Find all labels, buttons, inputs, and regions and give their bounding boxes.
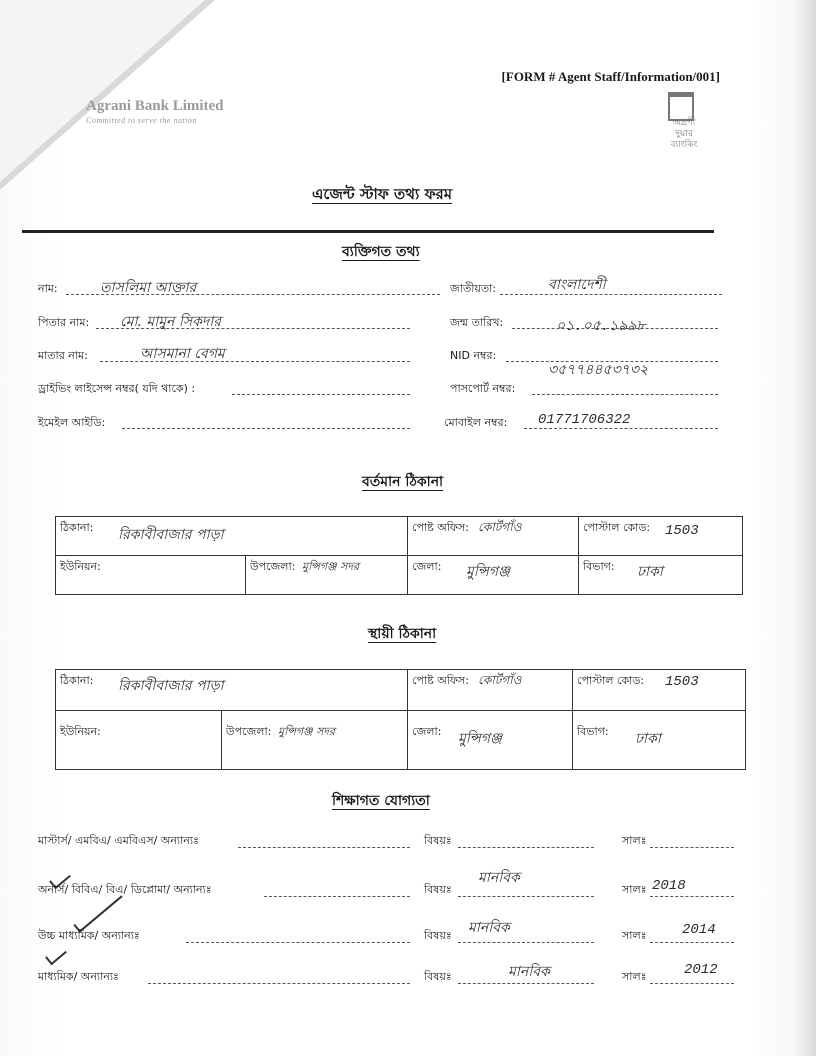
nid-label: NID নম্বর: — [450, 349, 497, 362]
subject-value: মানবিক — [468, 920, 510, 936]
education-level-label: অনার্স/ বিবিএ/ বিএ/ ডিপ্লোমা/ অন্যান্যঃ — [38, 883, 212, 896]
mother-name-value: আসমানা বেগম — [140, 346, 225, 362]
permanent-post-office-value: কোর্টগাঁও — [478, 673, 522, 687]
present-district-value: মুন্সিগঞ্জ — [466, 564, 510, 580]
checkmark-icon — [45, 945, 67, 966]
subject-field[interactable] — [458, 847, 594, 848]
permanent-upazila-value: মুন্সিগঞ্জ সদর — [278, 725, 336, 738]
year-label: সালঃ — [622, 834, 647, 847]
subject-label: বিষয়ঃ — [424, 929, 452, 942]
present-district-label: জেলা: — [412, 560, 442, 573]
bank-name: Agrani Bank Limited — [86, 98, 224, 114]
passport-field[interactable] — [532, 394, 718, 395]
subject-label: বিষয়ঃ — [424, 834, 452, 847]
present-division-label: বিভাগ: — [583, 560, 615, 573]
permanent-postal-code-cell[interactable] — [572, 669, 746, 711]
permanent-postal-code-label: পোস্টাল কোড: — [577, 674, 645, 687]
present-address-cell[interactable] — [55, 516, 408, 556]
education-level-field[interactable] — [264, 896, 410, 897]
email-field[interactable] — [122, 428, 410, 429]
year-field[interactable] — [650, 942, 734, 943]
present-post-office-value: কোর্টগাঁও — [478, 520, 522, 534]
present-postal-code-cell[interactable] — [578, 516, 743, 556]
passport-label: পাসপোর্ট নম্বর: — [450, 382, 516, 395]
section-heading-personal: ব্যক্তিগত তথ্য — [342, 244, 420, 260]
logo-text: অগ্রণী দুয়ার ব্যাংকিং — [670, 118, 698, 150]
subject-label: বিষয়ঃ — [424, 883, 452, 896]
page-edge-shadow — [794, 0, 816, 1056]
nationality-field[interactable] — [500, 294, 722, 295]
permanent-district-label: জেলা: — [412, 725, 442, 738]
year-field[interactable] — [650, 847, 734, 848]
year-label: সালঃ — [622, 883, 647, 896]
year-label: সালঃ — [622, 929, 647, 942]
bank-tagline: Committed to serve the nation — [86, 116, 197, 125]
education-level-field[interactable] — [238, 847, 410, 848]
education-level-field[interactable] — [148, 983, 410, 984]
form-number: [FORM # Agent Staff/Information/001] — [501, 69, 720, 84]
permanent-upazila-label: উপজেলা: — [226, 725, 272, 738]
present-division-cell[interactable] — [578, 555, 743, 595]
present-upazila-label: উপজেলা: — [250, 560, 296, 573]
driving-license-field[interactable] — [232, 394, 410, 395]
permanent-post-office-label: পোষ্ট অফিস: — [412, 674, 469, 687]
folded-corner-highlight — [0, 0, 205, 182]
education-level-field[interactable] — [186, 942, 410, 943]
year-value: 2018 — [652, 878, 686, 894]
year-field[interactable] — [650, 896, 734, 897]
subject-label: বিষয়ঃ — [424, 970, 452, 983]
present-address-value: রিকাবীবাজার পাড়া — [118, 527, 224, 543]
year-value: 2012 — [684, 962, 718, 978]
mother-name-label: মাতার নাম: — [38, 349, 88, 362]
mobile-label: মোবাইল নম্বর: — [444, 416, 508, 429]
permanent-post-office-cell[interactable] — [407, 669, 573, 711]
present-union-label: ইউনিয়ন: — [60, 560, 101, 573]
year-value: 2014 — [682, 922, 716, 938]
year-label: সালঃ — [622, 970, 647, 983]
present-union-cell[interactable] — [55, 555, 246, 595]
permanent-upazila-cell[interactable] — [221, 710, 408, 770]
section-heading-permanent-address: স্থায়ী ঠিকানা — [368, 626, 437, 642]
page-title: এজেন্ট স্টাফ তথ্য ফরম — [312, 185, 453, 203]
education-level-label: উচ্চ মাধ্যমিক/ অন্যান্যঃ — [38, 929, 140, 942]
subject-field[interactable] — [458, 942, 594, 943]
present-post-office-label: পোষ্ট অফিস: — [412, 521, 469, 534]
subject-field[interactable] — [458, 896, 594, 897]
permanent-union-label: ইউনিয়ন: — [60, 725, 101, 738]
section-heading-present-address: বর্তমান ঠিকানা — [362, 474, 444, 490]
permanent-district-value: মুন্সিগঞ্জ — [458, 731, 502, 747]
agrani-duar-logo-icon — [668, 92, 694, 121]
nid-value: ৩৫৭৭৪৪৫৩৭৩২ — [548, 363, 649, 379]
permanent-address-label: ঠিকানা: — [60, 674, 94, 687]
education-level-label: মাস্টার্স/ এমবিএ/ এমবিএস/ অন্যান্যঃ — [38, 834, 199, 847]
present-division-value: ঢাকা — [637, 564, 663, 580]
present-upazila-value: মুন্সিগঞ্জ সদর — [302, 560, 360, 573]
dob-label: জন্ম তারিখ: — [450, 316, 504, 329]
name-value: তাসলিমা আক্তার — [100, 280, 197, 296]
mobile-value: 01771706322 — [538, 412, 631, 428]
permanent-district-cell[interactable] — [407, 710, 573, 770]
subject-value: মানবিক — [478, 870, 520, 886]
present-postal-code-label: পোস্টাল কোড: — [583, 521, 651, 534]
father-name-label: পিতার নাম: — [38, 316, 90, 329]
permanent-address-value: রিকাবীবাজার পাড়া — [118, 678, 224, 694]
mobile-field[interactable] — [524, 428, 718, 429]
title-divider — [22, 230, 714, 233]
education-level-label: মাধ্যমিক/ অন্যান্যঃ — [38, 970, 119, 983]
email-label: ইমেইল আইডি: — [38, 416, 106, 429]
subject-value: মানবিক — [508, 964, 550, 980]
nationality-value: বাংলাদেশী — [548, 277, 606, 293]
permanent-division-label: বিভাগ: — [577, 725, 609, 738]
name-label: নাম: — [38, 282, 58, 295]
nationality-label: জাতীয়তা: — [450, 282, 497, 295]
year-field[interactable] — [650, 983, 734, 984]
permanent-address-cell[interactable] — [55, 669, 408, 711]
father-name-value: মো. মামুন সিকদার — [120, 314, 221, 330]
present-address-label: ঠিকানা: — [60, 521, 94, 534]
permanent-postal-code-value: 1503 — [665, 674, 699, 690]
present-upazila-cell[interactable] — [245, 555, 408, 595]
present-postal-code-value: 1503 — [665, 523, 699, 539]
dob-value: ০১.০৫.১৯৯৮ — [556, 319, 646, 335]
present-post-office-cell[interactable] — [407, 516, 579, 556]
permanent-division-value: ঢাকা — [635, 731, 661, 747]
section-heading-education: শিক্ষাগত যোগ্যতা — [332, 793, 430, 809]
permanent-union-cell[interactable] — [55, 710, 222, 770]
driving-license-label: ড্রাইভিং লাইসেন্স নম্বর( যদি থাকে) : — [38, 382, 196, 395]
present-district-cell[interactable] — [407, 555, 579, 595]
permanent-division-cell[interactable] — [572, 710, 746, 770]
